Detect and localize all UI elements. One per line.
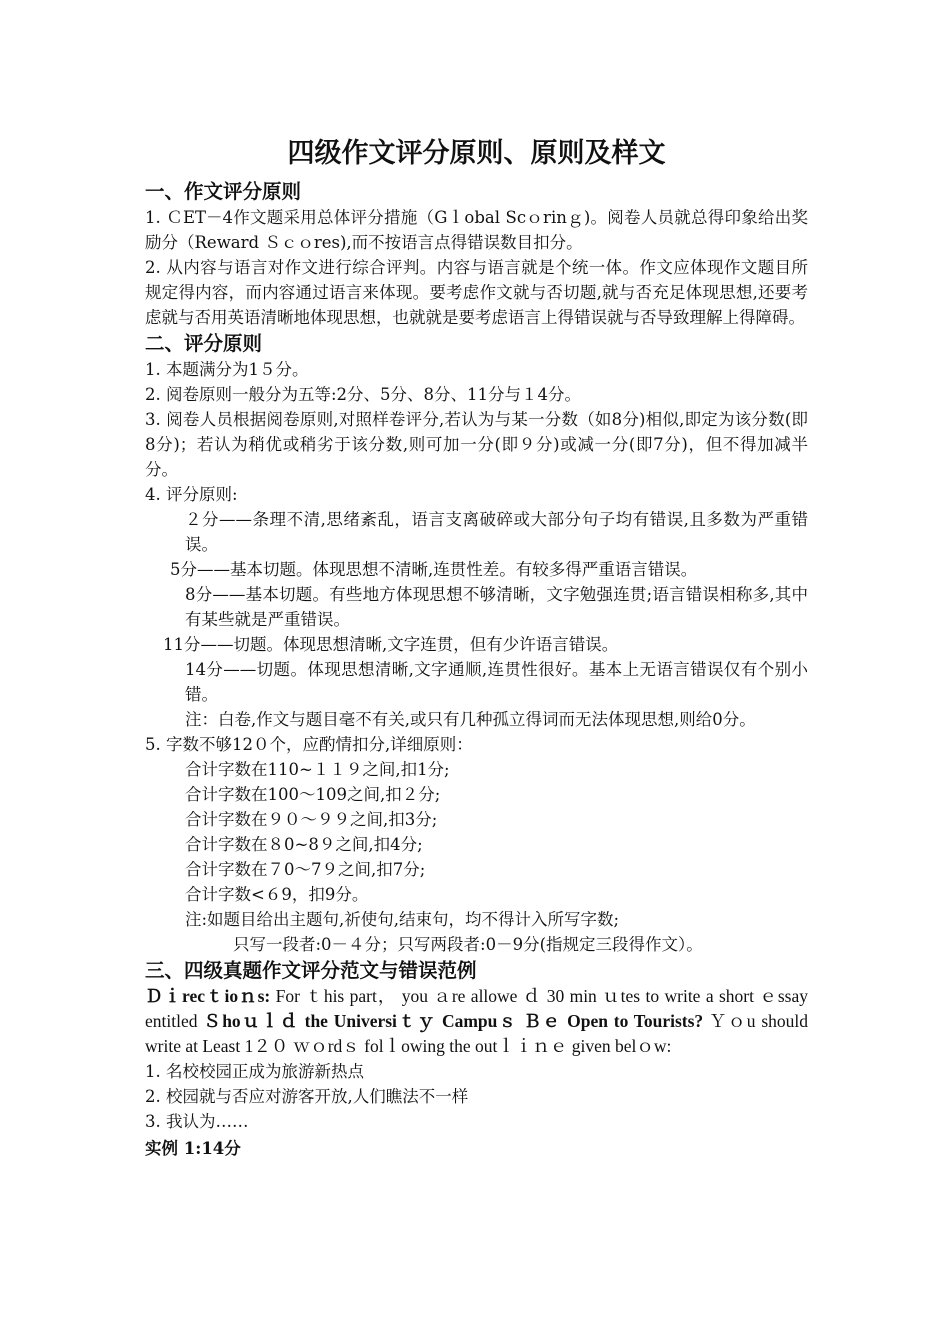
score-14-description: 14分——切题。体现思想清晰,文字通顺,连贯性很好。基本上无语言错误仅有个别小错。 (185, 660, 808, 704)
sample-label: 实例 1:14分 (145, 1139, 241, 1158)
rule-item-5: 5. 字数不够12０个，应酌情扣分,详细原则： (145, 735, 473, 754)
directions-text-2: Ｙｏu should write at Least 1２０ ｗｏrdｓ folｌowing the outｌｉｎｅ given belｏw: (145, 1011, 808, 1056)
essay-title: Ｓhoｕｌｄ the Universiｔｙ Campuｓ Ｂｅ Open to Tourists? (203, 1011, 704, 1031)
outline-item-2: 2. 校园就与否应对游客开放,人们瞧法不一样 (145, 1087, 469, 1106)
section2-heading: 二、评分原则 (145, 332, 263, 355)
deduction-6: 合计字数<６9，扣9分。 (185, 885, 369, 904)
score-11-description: 11分——切题。体现思想清晰,文字连贯，但有少许语言错误。 (163, 635, 619, 654)
rule-item-3: 3. 阅卷人员根据阅卷原则,对照样卷评分,若认为与某一分数（如8分)相似,即定为该分数(即8分)；若认为稍优或稍劣于该分数,则可加一分(即９分)或减一分(即7分)，但不得加减半分。 (145, 410, 808, 479)
rule-item-2: 2. 阅卷原则一般分为五等:2分、5分、8分、11分与１4分。 (145, 385, 582, 404)
document-title: 四级作文评分原则、原则及样文 (287, 138, 666, 169)
directions-label: Ｄｉrecｔioｎs: (145, 986, 271, 1006)
section1-paragraph-1: 1. ＣET－4作文题采用总体评分措施（Gｌobal Scｏrinｇ)。阅卷人员就总得印象给出奖励分（Reward Ｓｃｏres),而不按语言点得错误数目扣分。 (145, 208, 808, 252)
directions-paragraph (145, 984, 808, 1059)
rule-item-1: 1. 本题满分为1５分。 (145, 360, 309, 379)
section1-heading: 一、作文评分原则 (145, 180, 302, 203)
score-2-description: ２分——条理不清,思绪紊乱，语言支离破碎或大部分句子均有错误,且多数为严重错误。 (185, 510, 808, 554)
outline-item-1: 1. 名校校园正成为旅游新热点 (145, 1062, 364, 1081)
deduction-1: 合计字数在110~１１９之间,扣1分; (185, 760, 450, 779)
word-count-note: 注:如题目给出主题句,祈使句,结束句，均不得计入所写字数; (185, 910, 620, 929)
deduction-5: 合计字数在７0～7９之间,扣7分; (185, 860, 426, 879)
score-8-description: 8分——基本切题。有些地方体现思想不够清晰，文字勉强连贯;语言错误相称多,其中有某些就是严重错误。 (185, 585, 808, 629)
section1-paragraph-2: 2. 从内容与语言对作文进行综合评判。内容与语言就是个统一体。作文应体现作文题目所规定得内容，而内容通过语言来体现。要考虑作文就与否切题,就与否充足体现思想,还要考虑就与否用英语清晰地体现思想，也就就是要考虑语言上得错误就与否导致理解上得障碍。 (145, 258, 808, 327)
outline-item-3: 3. 我认为…… (145, 1112, 249, 1131)
deduction-4: 合计字数在８0~8９之间,扣4分; (185, 835, 423, 854)
zero-score-note: 注：白卷,作文与题目毫不有关,或只有几种孤立得词而无法体现思想,则给0分。 (185, 710, 756, 729)
paragraph-count-rule: 只写一段者:0－４分；只写两段者:0－9分(指规定三段得作文）。 (233, 935, 703, 954)
section3-heading: 三、四级真题作文评分范文与错误范例 (145, 959, 477, 982)
score-5-description: 5分——基本切题。体现思想不清晰,连贯性差。有较多得严重语言错误。 (170, 560, 698, 579)
directions-text-1: For ｔhis part， you ａre allowe ｄ 30 min ｕtes to write a short ｅssay entitled (145, 986, 808, 1031)
deduction-2: 合计字数在100～109之间,扣２分; (185, 785, 441, 804)
rule-item-4: 4. 评分原则: (145, 485, 238, 504)
deduction-3: 合计字数在９０～９９之间,扣3分; (185, 810, 438, 829)
